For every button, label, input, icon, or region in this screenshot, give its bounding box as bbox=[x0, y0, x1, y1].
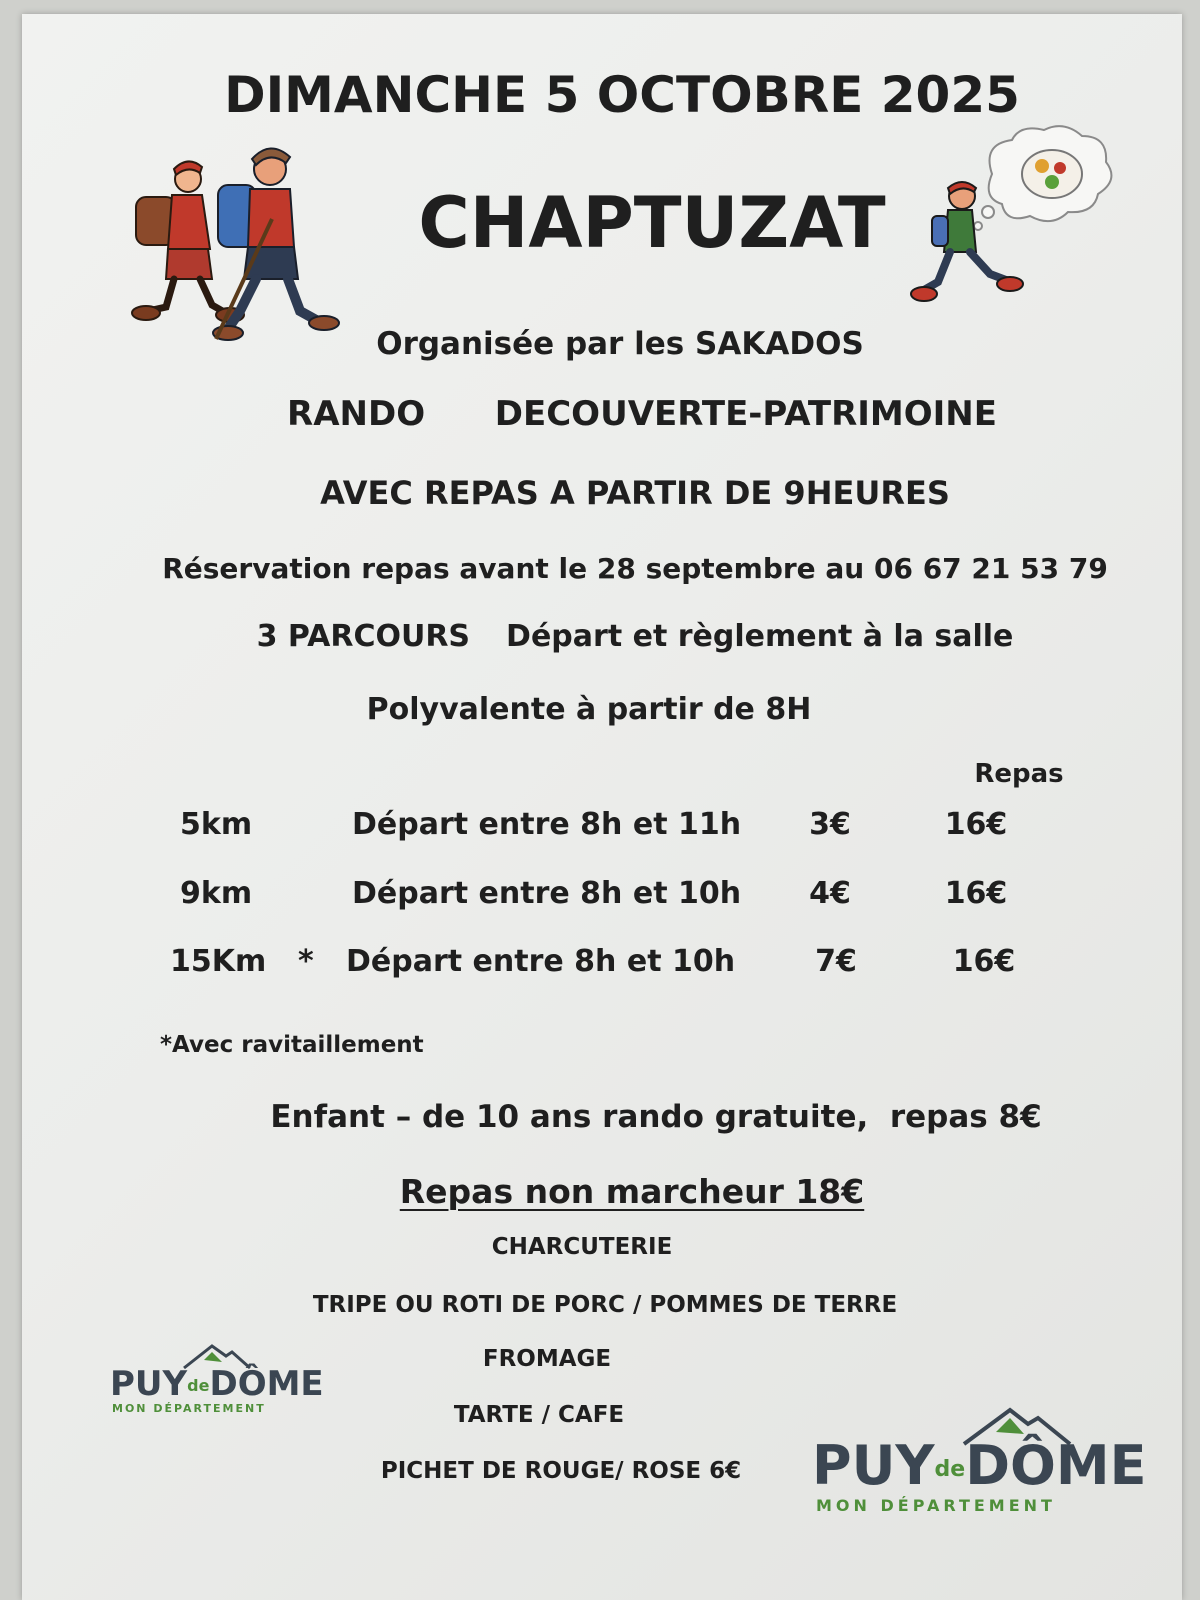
footnote: *Avec ravitaillement bbox=[160, 1032, 424, 1058]
event-theme: DECOUVERTE-PATRIMOINE bbox=[494, 394, 997, 434]
departure-place-2: Polyvalente à partir de 8H bbox=[366, 692, 812, 727]
meal-price: 16€ bbox=[944, 807, 1008, 842]
menu-item: TARTE / CAFE bbox=[453, 1402, 625, 1428]
event-date: DIMANCHE 5 OCTOBRE 2025 bbox=[224, 66, 1020, 124]
logo-name-right: DÔME bbox=[209, 1364, 324, 1404]
meal-price: 16€ bbox=[952, 944, 1016, 979]
meal-column-header: Repas bbox=[974, 759, 1064, 789]
menu-item: FROMAGE bbox=[482, 1346, 612, 1372]
distance: 9km bbox=[180, 876, 253, 911]
menu-item: PICHET DE ROUGE/ ROSE 6€ bbox=[380, 1458, 742, 1484]
reservation-info: Réservation repas avant le 28 septembre au 06 67 21 53 79 bbox=[162, 552, 1108, 585]
parcours-count: 3 PARCOURS bbox=[256, 619, 471, 654]
parcours-info bbox=[257, 619, 1014, 654]
logo-name-left: PUY bbox=[812, 1434, 935, 1497]
logo-tagline: MON DÉPARTEMENT bbox=[816, 1496, 1056, 1515]
meal-time: AVEC REPAS A PARTIR DE 9HEURES bbox=[320, 474, 950, 512]
logo-name-right: DÔME bbox=[965, 1434, 1147, 1497]
departure-window: Départ entre 8h et 11h bbox=[352, 807, 742, 842]
menu-item: TRIPE OU ROTI DE PORC / POMMES DE TERRE bbox=[312, 1292, 898, 1318]
logo-tagline: MON DÉPARTEMENT bbox=[112, 1402, 266, 1415]
non-walker-price: Repas non marcheur 18€ bbox=[399, 1172, 865, 1211]
event-flyer bbox=[22, 14, 1182, 1600]
walk-price: 3€ bbox=[809, 807, 851, 842]
departure-window: Départ entre 8h et 10h bbox=[352, 876, 742, 911]
organizer: Organisée par les SAKADOS bbox=[376, 326, 864, 362]
departure-place: Départ et règlement à la salle bbox=[506, 619, 1014, 654]
event-title bbox=[287, 394, 997, 434]
hikers-icon bbox=[122, 139, 352, 344]
children-price: Enfant – de 10 ans rando gratuite, repas 8€ bbox=[270, 1099, 1042, 1135]
distance: 15Km bbox=[170, 944, 267, 979]
distance: 5km bbox=[180, 807, 253, 842]
department-logo-left bbox=[110, 1342, 324, 1422]
logo-name-mid: de bbox=[187, 1376, 210, 1395]
event-town: CHAPTUZAT bbox=[418, 182, 886, 264]
meal-price: 16€ bbox=[944, 876, 1008, 911]
hungry-hiker-icon bbox=[902, 124, 1122, 314]
supply-mark: * bbox=[298, 944, 314, 979]
event-kind: RANDO bbox=[287, 394, 426, 434]
department-logo-right bbox=[812, 1404, 1147, 1515]
logo-name-mid: de bbox=[934, 1456, 966, 1482]
walk-price: 4€ bbox=[809, 876, 851, 911]
departure-window: Départ entre 8h et 10h bbox=[346, 944, 736, 979]
logo-name-left: PUY bbox=[110, 1364, 188, 1404]
walk-price: 7€ bbox=[815, 944, 857, 979]
menu-item: CHARCUTERIE bbox=[491, 1234, 673, 1260]
